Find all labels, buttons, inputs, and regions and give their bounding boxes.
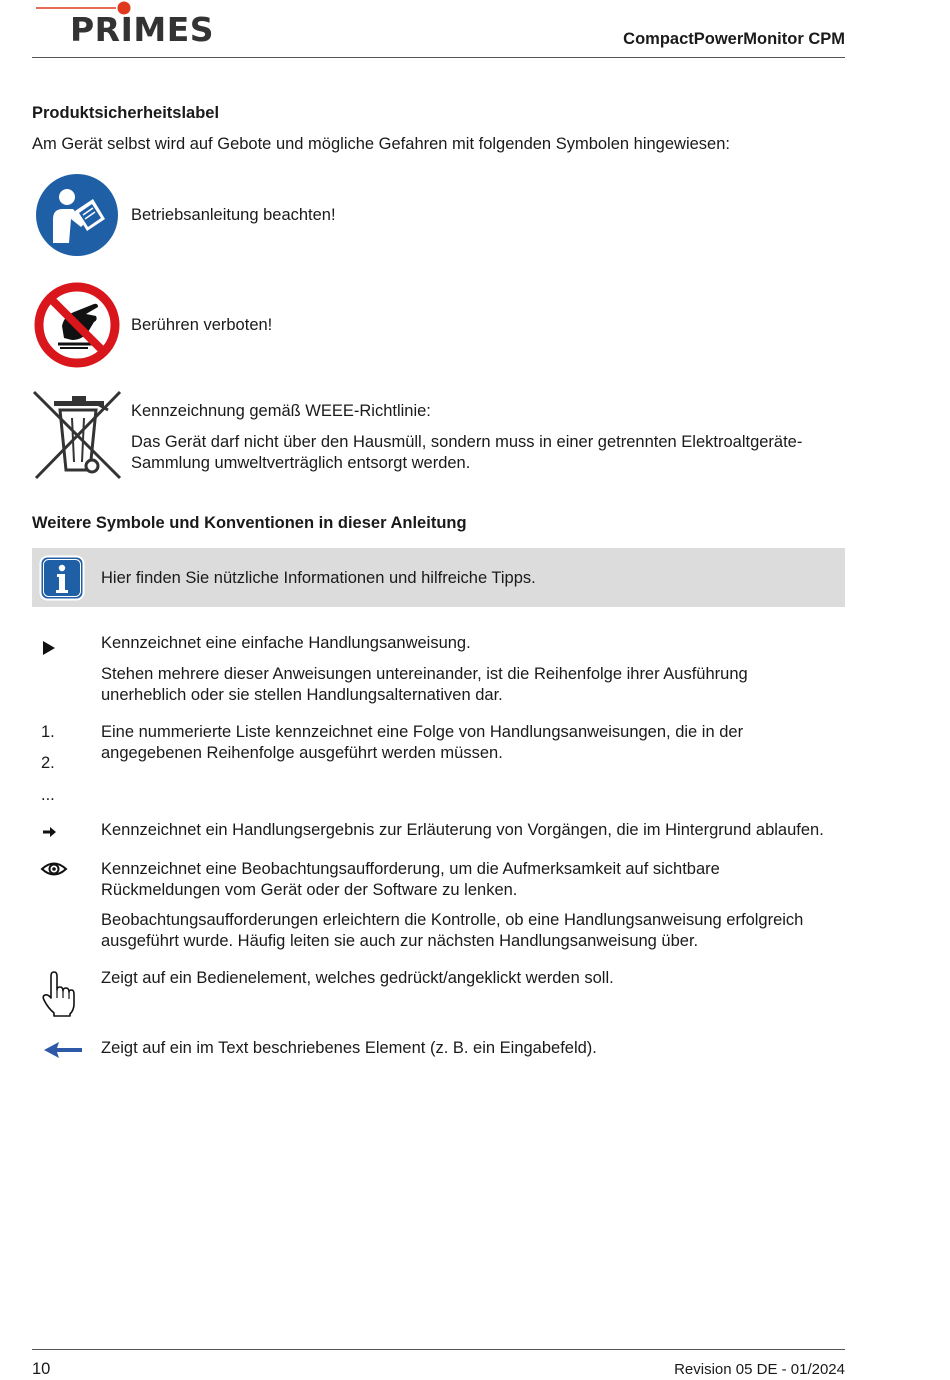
label-text-no-touch: Berühren verboten! [131,316,273,334]
document-title: CompactPowerMonitor CPM [623,30,845,48]
header-divider [32,57,845,58]
blue-left-arrow-icon [43,1040,83,1066]
section-heading-product-safety: Produktsicherheitslabel [32,104,220,122]
info-box [32,548,845,607]
result-arrow-icon [42,824,58,845]
label-text-manual: Betriebsanleitung beachten! [131,206,336,224]
logo-wordmark: PRIMES [70,10,215,49]
eye-icon [40,860,68,884]
result-text: Kennzeichnet ein Handlungsergebnis zur Erläuterung von Vorgängen, die im Hintergrund ablaufen. [101,821,824,839]
revision-label: Revision 05 DE - 01/2024 [674,1361,845,1378]
manual-icon [35,173,119,257]
arrow-text: Zeigt auf ein im Text beschriebenes Element (z. B. ein Eingabefeld). [101,1039,597,1057]
section-intro: Am Gerät selbst wird auf Gebote und mögliche Gefahren mit folgenden Symbolen hingewiesen: [32,135,730,153]
pointer-text: Zeigt auf ein Bedienelement, welches gedrückt/angeklickt werden soll. [101,969,614,987]
page-number: 10 [32,1360,51,1378]
label-text-weee: Kennzeichnung gemäß WEEE-Richtlinie: [131,402,431,420]
weee-bin-icon [32,390,124,482]
numbered-list-text: Eine nummerierte Liste kennzeichnet eine Folge von Handlungsanweisungen, die in der angegebenen Reihenfolge ausgeführt werden müssen. [101,723,744,762]
step-text-1: Kennzeichnet eine einfache Handlungsanweisung. [101,634,471,652]
step-text-2: Stehen mehrere dieser Anweisungen untereinander, ist die Reihenfolge ihrer Ausführung unerheblich oder sie stellen Handlungsalternativen dar. [101,665,748,704]
observe-text-1: Kennzeichnet eine Beobachtungsaufforderung, um die Aufmerksamkeit auf sichtbare Rückmeldungen vom Gerät oder der Software zu lenken. [101,860,720,899]
list-number-ellipsis: ... [41,786,55,804]
section-heading-conventions: Weitere Symbole und Konventionen in dieser Anleitung [32,514,467,532]
primes-logo [36,0,216,50]
label-detail-weee: Das Gerät darf nicht über den Hausmüll, sondern muss in einer getrennten Elektroaltgeräte-Sammlung umweltverträglich entsorgt werden. [131,433,803,472]
no-touch-icon [34,282,120,368]
info-icon [39,555,85,601]
list-number-2: 2. [41,754,55,772]
list-number-1: 1. [41,723,55,741]
info-text: Hier finden Sie nützliche Informationen und hilfreiche Tipps. [101,569,536,587]
pointer-hand-icon [40,970,76,1024]
step-triangle-icon [42,640,56,662]
observe-text-2: Beobachtungsaufforderungen erleichtern die Kontrolle, ob eine Handlungsanweisung erfolgreich ausgeführt wurde. Häufig leiten sie auch zur nächsten Handlungsanweisung über. [101,911,804,950]
footer-divider [32,1349,845,1350]
